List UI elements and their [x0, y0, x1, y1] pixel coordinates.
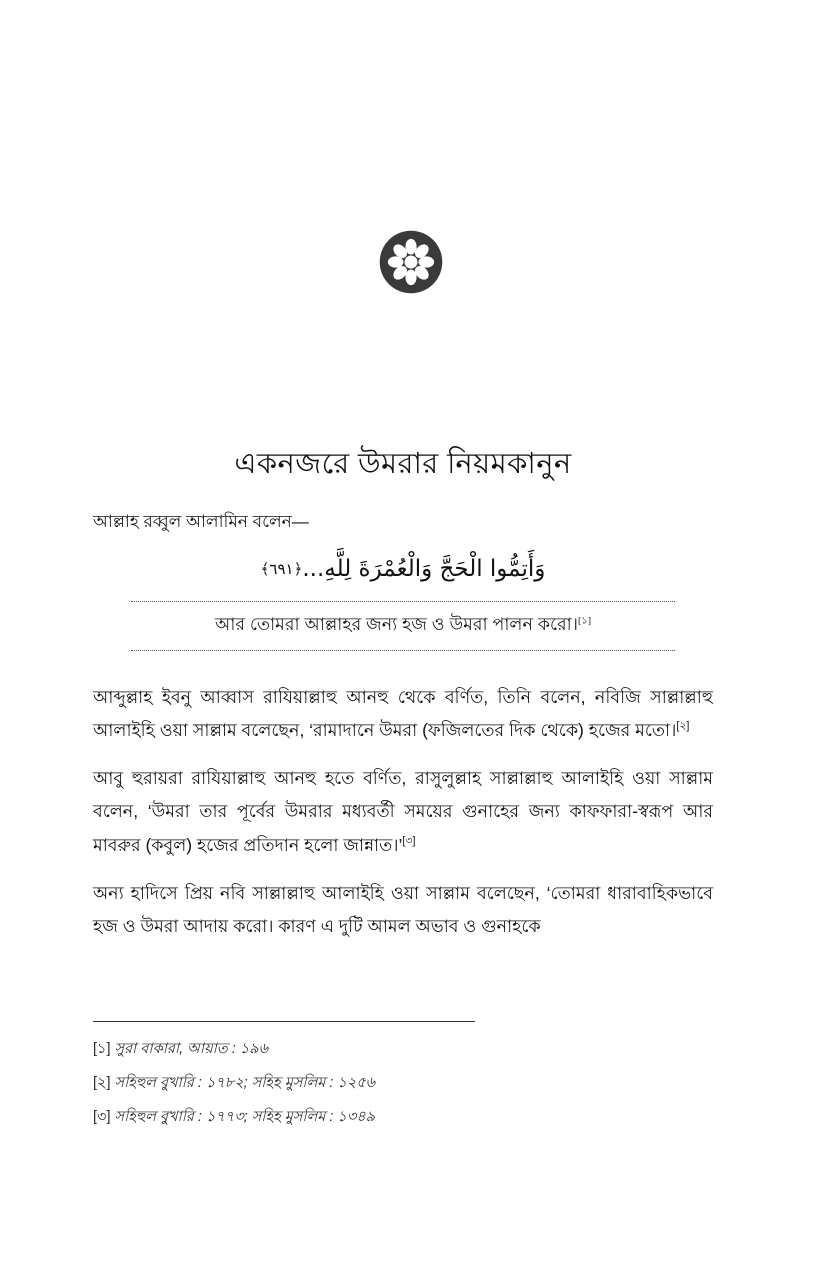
- paragraph-text: আবু হুরায়রা রাযিয়াল্লাহু আনহু হতে বর্ণিত, রাসুলুল্লাহ সাল্লাল্লাহু আলাইহি ওয়া সাল্লাম বলেন, ‘উমরা তার পূর্বের উমরার মধ্যবর্তী সময়ের গুনাহের জন্য কাফফারা-স্বরূপ আর মাবরুর (কবুল) হজের প্রতিদান হলো জান্নাত।’: [93, 767, 713, 855]
- footnote-source: সুরা বাকারা, আয়াত : ১৯৬: [114, 1041, 269, 1057]
- ayah-arabic-text: وَأَتِمُّوا الْحَجَّ وَالْعُمْرَةَ لِلَّهِ...: [302, 556, 546, 583]
- footnote-item: [93, 1073, 713, 1095]
- footnote-separator: [93, 1021, 475, 1022]
- page-title: একনজরে উমরার নিয়মকানুন: [234, 448, 572, 481]
- footnote-number: [২]: [93, 1074, 111, 1091]
- intro-line: আল্লাহ রব্বুল আলামিন বলেন—: [93, 512, 309, 531]
- rosette-flower-ornament: [377, 228, 445, 296]
- ayah-arabic-line: [93, 549, 713, 589]
- body-paragraph: [93, 681, 713, 748]
- footnote-ref-2[interactable]: [২]: [676, 720, 690, 733]
- footnote-source: সহিহুল বুখারি : ১৭৭৩; সহিহ মুসলিম : ১৩৪৯: [114, 1108, 376, 1125]
- ayah-translation-text: আর তোমরা আল্লাহর জন্য হজ ও উমরা পালন করো।: [214, 614, 578, 635]
- footnote-source: সহিহুল বুখারি : ১৭৮২; সহিহ মুসলিম : ১২৫৬: [114, 1074, 376, 1091]
- footnote-item: [93, 1039, 713, 1061]
- ornament-container: [0, 228, 822, 296]
- paragraph-text: অন্য হাদিসে প্রিয় নবি সাল্লাল্লাহু আলাইহি ওয়া সাল্লাম বলেছেন, ‘তোমরা ধারাবাহিকভাবে হজ ও উমরা আদায় করো। কারণ এ দুটি আমল অভাব ও গুনাহকে: [93, 882, 713, 937]
- footnote-list: [93, 1039, 713, 1140]
- body-paragraph: [93, 877, 713, 944]
- footnote-number: [৩]: [93, 1108, 111, 1125]
- footnote-number: [১]: [93, 1041, 111, 1057]
- footnote-ref-3[interactable]: [৩]: [402, 835, 416, 848]
- paragraph-text: আব্দুল্লাহ ইবনু আব্বাস রাযিয়াল্লাহু আনহু থেকে বর্ণিত, তিনি বলেন, নবিজি সাল্লাল্লাহু আলাইহি ওয়া সাল্লাম বলেছেন, ‘রামাদানে উমরা (ফজিলতের দিক থেকে) হজের মতো।: [93, 686, 713, 741]
- footnote-item: [93, 1107, 713, 1129]
- content-column: [93, 508, 713, 944]
- ayah-translation-block: [131, 601, 675, 650]
- body-paragraph: [93, 762, 713, 863]
- ayah-number-marker: ﴿١٩٦﴾: [260, 560, 303, 579]
- footnote-ref-1[interactable]: [১]: [578, 616, 592, 628]
